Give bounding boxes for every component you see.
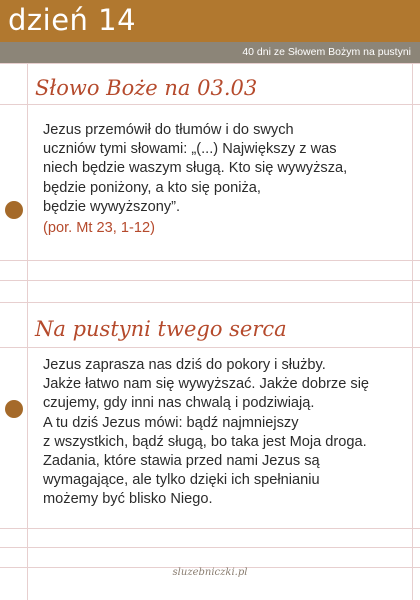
- section-text-word: [43, 121, 415, 217]
- text-line: wymagające, ale tylko dzięki ich spełnianiu: [43, 472, 320, 489]
- margin-line-left: [27, 63, 28, 600]
- section-text-desert: [43, 356, 415, 510]
- section-title-desert: Na pustyni twego serca: [35, 317, 287, 341]
- text-line: możemy być blisko Niego.: [43, 491, 213, 508]
- ruled-line: [0, 347, 420, 348]
- footer-site: sluzebniczki.pl: [172, 567, 248, 578]
- text-line: czujemy, gdy inni nas chwalą i podziwiają.: [43, 395, 315, 412]
- text-line: Jakże łatwo nam się wywyższać. Jakże dobrze się: [43, 376, 370, 393]
- ruled-line: [0, 280, 420, 281]
- text-line: niech będzie waszym sługą. Kto się wywyższa,: [43, 160, 348, 177]
- section-title-word: Słowo Boże na 03.03: [35, 76, 258, 100]
- text-line: Jezus przemówił do tłumów i do swych: [43, 122, 294, 138]
- text-line: Zadania, które stawia przed nami Jezus są: [43, 453, 320, 470]
- bullet-dot: [5, 400, 23, 418]
- scripture-reference: (por. Mt 23, 1-12): [43, 220, 155, 236]
- ruled-line: [0, 104, 420, 105]
- bullet-dot: [5, 201, 23, 219]
- ruled-line: [0, 302, 420, 303]
- text-line: uczniów tymi słowami: „(...) Największy z was: [43, 141, 337, 158]
- text-line: będzie wywyższony”.: [43, 198, 181, 215]
- text-line: Jezus zaprasza nas dziś do pokory i służby.: [43, 357, 326, 373]
- ruled-line: [0, 63, 420, 64]
- text-line: A tu dziś Jezus mówi: bądź najmniejszy: [43, 414, 299, 431]
- day-title: dzień 14: [8, 3, 137, 37]
- text-line: będzie poniżony, a kto się poniża,: [43, 179, 261, 196]
- ruled-line: [0, 547, 420, 548]
- ruled-line: [0, 260, 420, 261]
- text-line: z wszystkich, bądź sługą, bo taka jest Moja droga.: [43, 433, 367, 450]
- subtitle: 40 dni ze Słowem Bożym na pustyni: [242, 46, 411, 58]
- ruled-line: [0, 528, 420, 529]
